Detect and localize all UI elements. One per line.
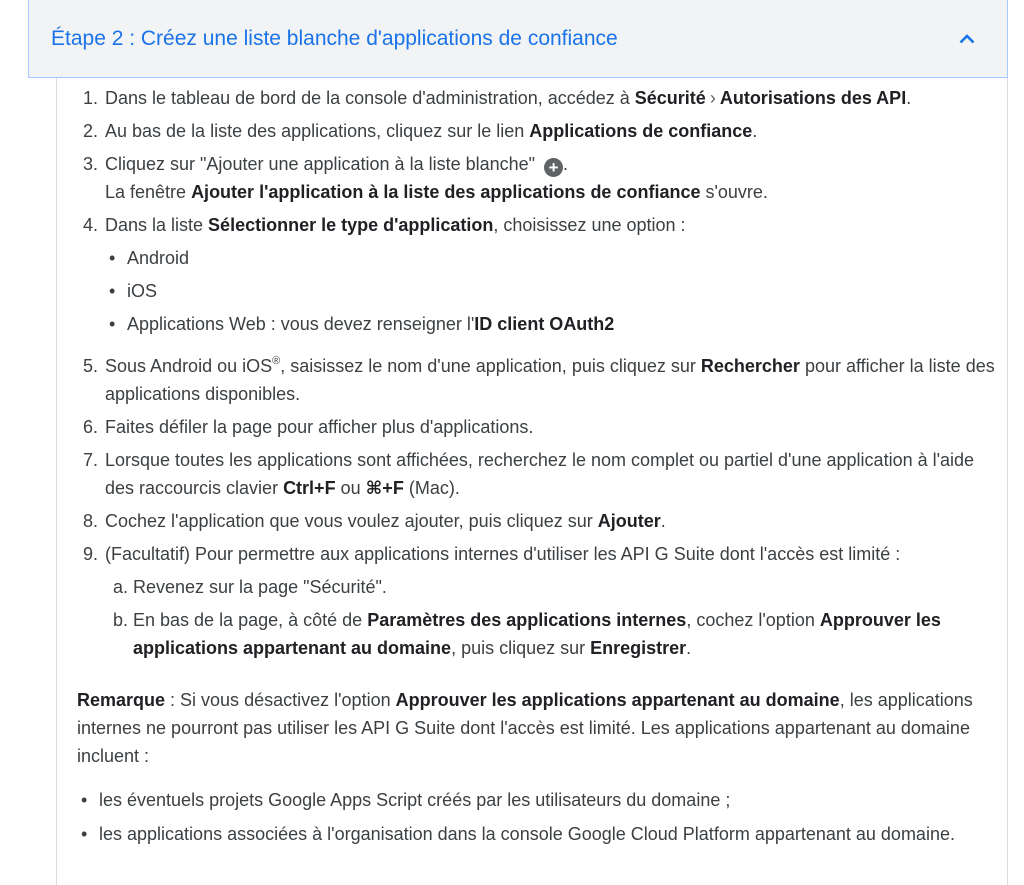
text: , puis cliquez sur [451,638,591,658]
step-number: 7. [83,450,99,470]
text: les applications associées à l'organisation dans la console Google Cloud Platform appartenant au domaine. [99,824,955,844]
step-number: 4. [83,215,99,235]
text: . [906,88,912,108]
text: Lorsque toutes les applications sont affichées, recherchez le nom complet ou partiel d'une application à l'aide des raccourcis clavier [105,450,975,498]
text: La fenêtre [105,182,192,202]
bold-text: Sélectionner le type d'application [208,215,494,235]
text: . [563,154,569,174]
step-number: 8. [83,511,99,531]
text: . [660,511,666,531]
text: iOS [127,281,158,301]
accordion-title: Étape 2 : Créez une liste blanche d'applications de confiance [51,26,618,50]
step-number: 9. [83,544,99,564]
text: Android [127,248,190,268]
text: ou [335,478,366,498]
step-5 [83,352,1005,408]
text: (Mac). [403,478,460,498]
text: Revenez sur la page "Sécurité". [133,577,387,597]
step-number: 2. [83,121,99,141]
bold-text: Applications de confiance [529,121,753,141]
accordion-body [56,78,1008,885]
app-type-options [105,244,1005,338]
bold-text: Rechercher [700,356,800,376]
step-9 [83,540,1005,662]
list-item [105,310,1005,338]
list-item [105,244,1005,272]
step-number: 5. [83,356,99,376]
text: s'ouvre. [700,182,768,202]
list-item [77,786,977,814]
chevron-right-icon: › [709,88,716,108]
step-number: 3. [83,154,99,174]
bold-text: ID client OAuth2 [474,314,615,334]
bold-text: Ajouter l'application à la liste des applications de confiance [191,182,701,202]
step-number: 1. [83,88,99,108]
text: , cochez l'option [686,610,820,630]
step-number: 6. [83,417,99,437]
list-item [77,820,977,848]
bold-text: Enregistrer [590,638,687,658]
bold-text: Approuver les applications appartenant au domaine [133,610,941,658]
text: Dans le tableau de bord de la console d'administration, accédez à [105,88,635,108]
step-7 [83,446,1005,502]
bold-text: Ctrl+F [283,478,336,498]
text: (Facultatif) Pour permettre aux applications internes d'utiliser les API G Suite dont l'accès est limité : [105,544,901,564]
accordion-header[interactable] [28,0,1008,78]
step-4 [83,211,1005,338]
text: En bas de la page, à côté de [133,610,368,630]
text: Au bas de la liste des applications, cliquez sur le lien [105,121,530,141]
step-number: a. [113,577,129,597]
sub-step-a [105,573,1005,601]
text: Cochez l'application que vous voulez ajouter, puis cliquez sur [105,511,598,531]
domain-apps-list [77,786,977,854]
bold-text: ⌘+F [365,478,404,498]
sub-step-b [105,606,1005,662]
text: pour afficher la liste des applications disponibles. [105,356,995,404]
text: Cliquez sur "Ajouter une application à la liste blanche" [105,154,541,174]
bold-text: Remarque [77,690,166,710]
remark-paragraph [77,686,977,770]
text: , choisissez une option : [493,215,686,235]
sub-steps [105,573,1005,662]
text: . [686,638,692,658]
bold-text: Ajouter [597,511,661,531]
bold-text: Paramètres des applications internes [367,610,687,630]
text: Applications Web : vous devez renseigner l' [127,314,475,334]
text: Dans la liste [105,215,209,235]
add-circle-icon: + [544,158,563,177]
bold-text: Autorisations des API [719,88,907,108]
registered-mark: ® [272,355,281,367]
list-item [105,277,1005,305]
text: , les applications internes ne pourront pas utiliser les API G Suite dont l'accès est limité. Les applications appartenant au domaine incluent : [77,690,973,766]
bold-text: Sécurité [634,88,706,108]
chevron-up-icon[interactable] [957,29,977,49]
step-6 [83,413,1005,441]
step-2 [83,117,1005,145]
text: , saisissez le nom d'une application, puis cliquez sur [280,356,701,376]
step-8 [83,507,1005,535]
text: : Si vous désactivez l'option [165,690,396,710]
text: Faites défiler la page pour afficher plus d'applications. [105,417,534,437]
text: Sous Android ou iOS [105,356,273,376]
bold-text: Approuver les applications appartenant au domaine [395,690,840,710]
text: les éventuels projets Google Apps Script créés par les utilisateurs du domaine ; [99,790,731,810]
step-number: b. [113,610,129,630]
step-3 [83,150,1005,206]
steps-list [83,84,1005,667]
text: . [752,121,758,141]
step-1 [83,84,1005,112]
